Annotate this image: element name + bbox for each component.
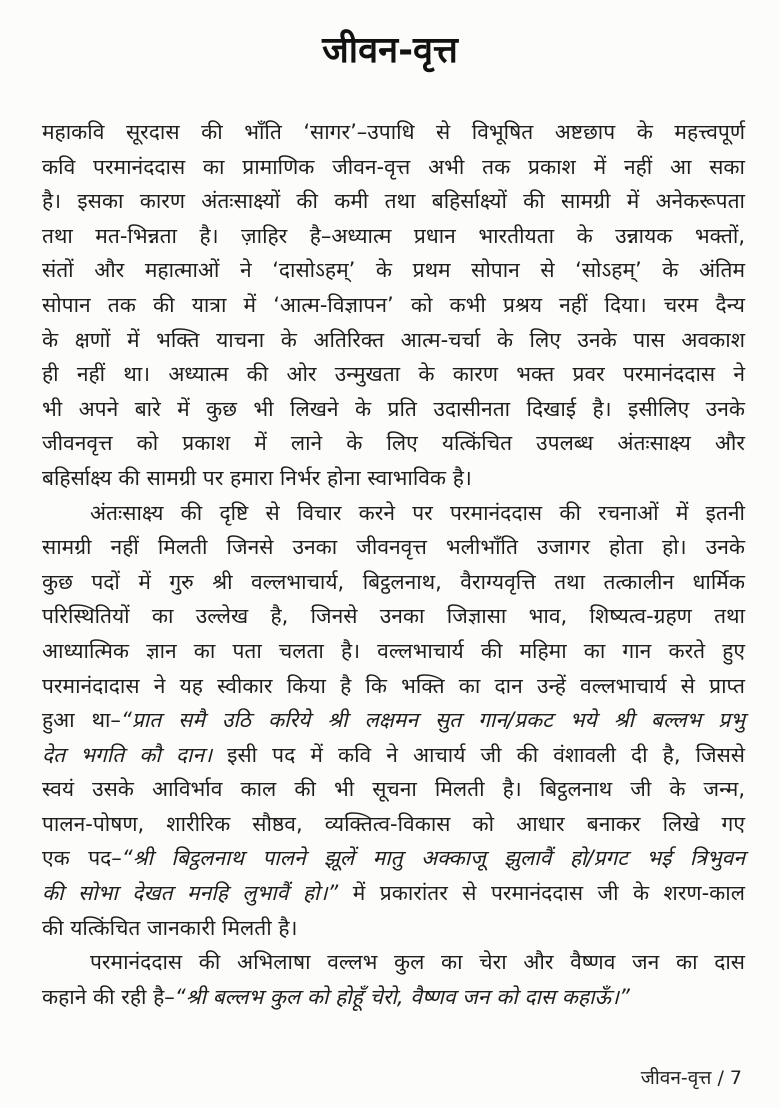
quoted-verse: देत भगति कौ दान। [42,742,213,767]
quoted-verse: “श्री बिट्ठलनाथ पालने झूलें मातु अक्काजू झुलावैं हो/प्रगट भई त्रिभुवन [121,846,745,871]
quoted-verse: “प्रात समै उठि करिये श्री लक्षमन सुत गान/प्रकट भये श्री बल्लभ प्रभु [120,708,745,733]
text-line [42,876,745,911]
paragraph [42,945,745,1014]
text-segment: इसी पद में कवि ने आचार्य जी की वंशावली दी है, जिससे [212,742,745,767]
text-line [42,911,745,946]
text-segment: के क्षणों में भक्ति याचना के अतिरिक्त आत्म-चर्चा के लिए उनके पास अवकाश [42,327,745,352]
text-line [42,841,745,876]
text-segment: तथा मत-भिन्नता है। ज़ाहिर है–अध्यात्म प्रधान भारतीयता के उन्नायक भक्तों, [42,223,745,248]
text-segment: में प्रकारांतर से परमानंददास जी के शरण-काल [338,881,745,906]
text-line [42,599,745,634]
body-text [42,115,745,1014]
quoted-verse: की सोभा देखत मनहि लुभावैं हो।” [42,881,339,906]
text-segment: स्वयं उसके आविर्भाव काल की भी सूचना मिलती है। बिट्ठलनाथ जी के जन्म, [42,777,745,802]
text-line [42,530,745,565]
text-line [42,565,745,600]
text-segment: परिस्थितियों का उल्लेख है, जिनसे उनका जिज्ञासा भाव, शिष्यत्व-ग्रहण तथा [42,604,745,629]
text-segment: कुछ पदों में गुरु श्री वल्लभाचार्य, बिट्ठलनाथ, वैराग्यवृत्ति तथा तत्कालीन धार्मिक [42,569,745,594]
page-title: जीवन-वृत्त [322,30,458,71]
text-line [42,634,745,669]
text-line [42,738,745,773]
text-segment: परमानंदादास ने यह स्वीकार किया है कि भक्ति का दान उन्हें वल्लभाचार्य से प्राप्त [42,673,745,698]
text-line [42,807,745,842]
text-segment: आध्यात्मिक ज्ञान का पता चलता है। वल्लभाचार्य की महिमा का गान करते हुए [42,638,745,663]
text-segment: एक पद– [42,846,122,871]
text-segment: की यत्किंचित जानकारी मिलती है। [42,915,298,940]
quoted-verse: “श्री बल्लभ कुल को होहूँ चेरो, वैष्णव जन को दास कहाऊँ।” [174,984,630,1009]
text-line [42,392,745,427]
text-line [42,426,745,461]
text-segment: कहाने की रही है– [42,984,175,1009]
text-segment: जीवनवृत्त को प्रकाश में लाने के लिए यत्किंचित उपलब्ध अंतःसाक्ष्य और [42,431,745,456]
text-segment: सामग्री नहीं मिलती जिनसे उनका जीवनवृत्त भलीभाँति उजागर होता हो। उनके [42,535,745,560]
text-segment: भी अपने बारे में कुछ भी लिखने के प्रति उदासीनता दिखाई है। इसीलिए उनके [42,396,745,421]
text-line [42,669,745,704]
text-line [42,461,745,496]
text-line [42,945,745,980]
text-segment: है। इसका कारण अंतःसाक्ष्यों की कमी तथा बहिर्साक्ष्यों की सामग्री में अनेकरूपता [42,189,745,214]
paragraph [42,496,745,946]
text-line [42,703,745,738]
text-line [42,496,745,531]
text-segment: महाकवि सूरदास की भाँति ‘सागर’–उपाधि से विभूषित अष्टछाप के महत्त्वपूर्ण [42,120,745,144]
page-footer: जीवन-वृत्त / 7 [640,1067,742,1089]
text-segment: संतों और महात्माओं ने ‘दासोऽहम्’ के प्रथम सोपान से ‘सोऽहम्’ के अंतिम [42,258,745,283]
text-line [42,219,745,254]
text-line [42,980,745,1015]
text-segment: अंतःसाक्ष्य की दृष्टि से विचार करने पर परमानंददास की रचनाओं में इतनी [90,500,745,525]
text-segment: परमानंददास की अभिलाषा वल्लभ कुल का चेरा और वैष्णव जन का दास [90,950,745,975]
text-line [42,357,745,392]
text-segment: सोपान तक की यात्रा में ‘आत्म-विज्ञापन’ को कभी प्रश्रय नहीं दिया। चरम दैन्य [42,292,745,317]
text-segment: कवि परमानंददास का प्रामाणिक जीवन-वृत्त अभी तक प्रकाश में नहीं आ सका [42,154,745,179]
text-segment: बहिर्साक्ष्य की सामग्री पर हमारा निर्भर होना स्वाभाविक है। [42,465,472,490]
text-line [42,772,745,807]
text-segment: हुआ था– [42,708,121,733]
text-segment: पालन-पोषण, शारीरिक सौष्ठव, व्यक्तित्व-विकास को आधार बनाकर लिखे गए [42,811,745,836]
text-segment: ही नहीं था। अध्यात्म की ओर उन्मुखता के कारण भक्त प्रवर परमानंददास ने [42,362,745,387]
text-line [42,323,745,358]
text-line [42,184,745,219]
text-line [42,288,745,323]
text-line [42,253,745,288]
paragraph [42,115,745,496]
text-line [42,150,745,185]
text-line [42,115,745,150]
